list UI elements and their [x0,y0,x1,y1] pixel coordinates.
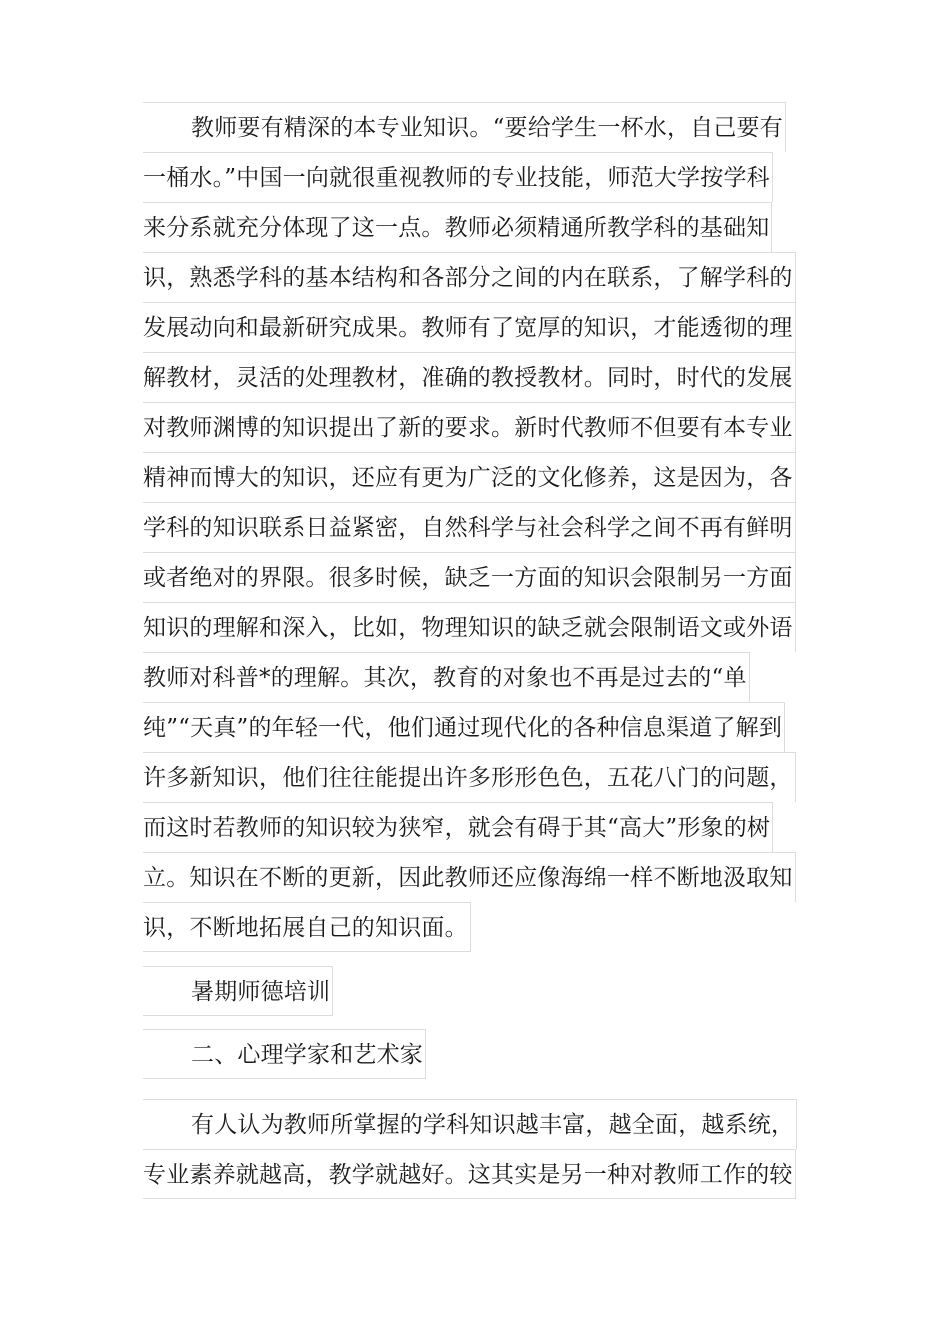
text-line: 专业素养就越高，教学就越好。这其实是另一种对教师工作的较 [143,1149,796,1199]
text-line: 学科的知识联系日益紧密，自然科学与社会科学之间不再有鲜明 [143,502,796,552]
text-line: 对教师渊博的知识提出了新的要求。新时代教师不但要有本专业 [143,402,796,452]
heading-summer-training [143,966,333,1016]
section-heading: 二、心理学家和艺术家 [143,1029,426,1079]
text-line: 立。知识在不断的更新，因此教师还应像海绵一样不断地汲取知 [143,852,796,902]
section-heading: 暑期师德培训 [143,966,333,1016]
text-line: 教师要有精深的本专业知识。“要给学生一杯水，自己要有 [143,102,786,152]
text-line: 有人认为教师所掌握的学科知识越丰富，越全面，越系统， [143,1099,797,1149]
text-line: 知识的理解和深入，比如，物理知识的缺乏就会限制语文或外语 [143,602,796,652]
text-line: 识，熟悉学科的基本结构和各部分之间的内在联系，了解学科的 [143,252,796,302]
text-line: 或者绝对的界限。很多时候，缺乏一方面的知识会限制另一方面 [143,552,796,602]
text-line: 识，不断地拓展自己的知识面。 [143,902,471,952]
text-line: 来分系就充分体现了这一点。教师必须精通所教学科的基础知 [143,202,772,252]
text-line: 而这时若教师的知识较为狭窄，就会有碍于其“高大”形象的树 [143,802,773,852]
text-line: 精神而博大的知识，还应有更为广泛的文化修养，这是因为，各 [143,452,796,502]
heading-psychologist-artist [143,1029,426,1079]
text-line: 许多新知识，他们往往能提出许多形形色色，五花八门的问题， [143,752,796,802]
text-line: 一桶水。”中国一向就很重视教师的专业技能，师范大学按学科 [143,152,773,202]
text-line: 纯”“天真”的年轻一代，他们通过现代化的各种信息渠道了解到 [143,702,785,752]
text-line: 解教材，灵活的处理教材，准确的教授教材。同时，时代的发展 [143,352,796,402]
paragraph-professional-quality [143,1099,797,1199]
text-line: 发展动向和最新研究成果。教师有了宽厚的知识，才能透彻的理 [143,302,796,352]
paragraph-teacher-knowledge [143,102,796,952]
text-line: 教师对科普*的理解。其次，教育的对象也不再是过去的“单 [143,652,750,702]
